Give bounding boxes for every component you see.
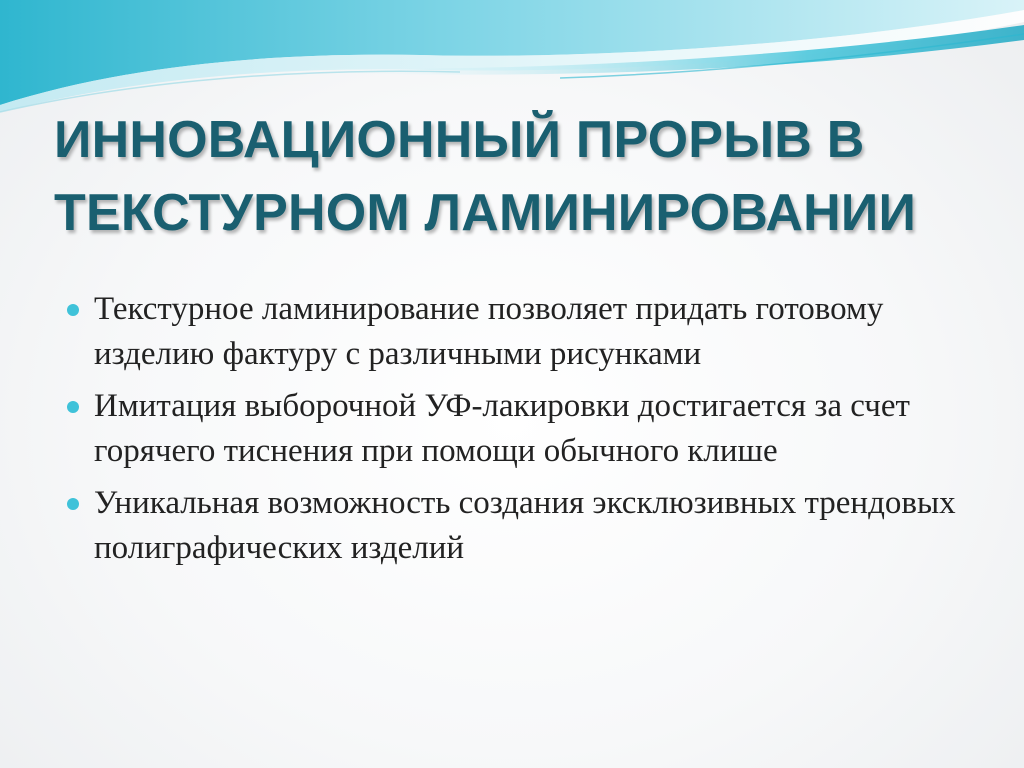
bullet-dot-icon [67, 304, 79, 316]
list-item [62, 481, 972, 571]
bullet-dot-icon [67, 498, 79, 510]
list-item [62, 384, 972, 474]
bullet-dot-icon [67, 401, 79, 413]
bullet-text: Имитация выборочной УФ-лакировки достигается за счет горячего тиснения при помощи обычного клише [94, 388, 910, 469]
slide-title: ИННОВАЦИОННЫЙ ПРОРЫВ В ТЕКСТУРНОМ ЛАМИНИРОВАНИИ [54, 111, 917, 242]
list-item [62, 287, 972, 377]
bullet-text: Текстурное ламинирование позволяет придать готовому изделию фактуру с различными рисунками [94, 291, 884, 372]
bullet-text: Уникальная возможность создания эксклюзивных трендовых полиграфических изделий [94, 485, 956, 566]
bullet-list [62, 287, 972, 578]
